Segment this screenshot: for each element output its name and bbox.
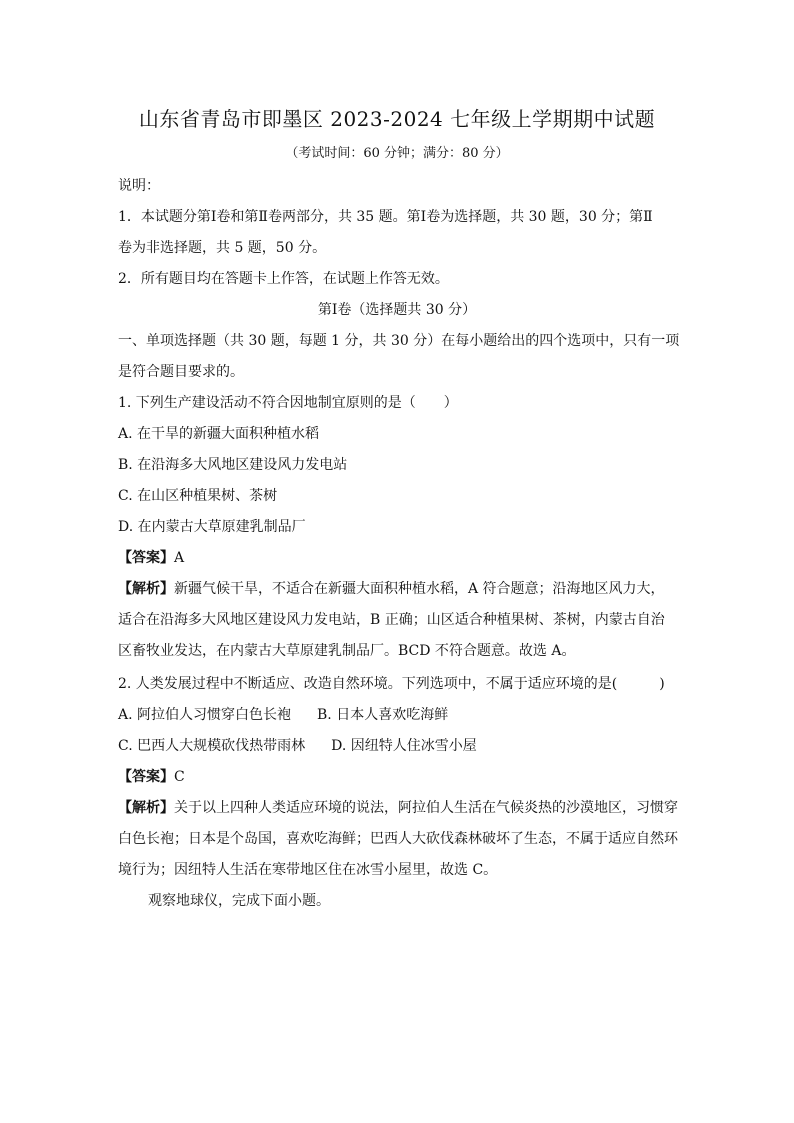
- question-1-option-a: A. 在干旱的新疆大面积种植水稻: [118, 426, 320, 442]
- question-2-stem: 2. 人类发展过程中不断适应、改造自然环境。下列选项中，不属于适应环境的是( ): [118, 676, 665, 692]
- section-title: 第Ⅰ卷（选择题共 30 分）: [317, 302, 477, 318]
- question-2-analysis-line-1: [118, 800, 688, 816]
- question-2-options-ab: [118, 707, 688, 723]
- instruction-1-line-2: 卷为非选择题，共 5 题，50 分。: [118, 240, 327, 256]
- answer-label: 【答案】: [118, 769, 174, 785]
- question-2-analysis-line-3: 境行为；因纽特人生活在寒带地区住在冰雪小屋里，故选 C。: [118, 862, 498, 878]
- question-3-intro: 观察地球仪，完成下面小题。: [148, 893, 330, 909]
- answer-value: A: [174, 550, 185, 566]
- question-2-option-c: C. 巴西人大规模砍伐热带雨林: [118, 738, 306, 754]
- question-1-option-d: D. 在内蒙古大草原建乳制品厂: [118, 519, 306, 535]
- analysis-label: 【解析】: [118, 800, 174, 816]
- exam-time-info: （考试时间：60 分钟；满分：80 分）: [285, 146, 509, 161]
- question-1-analysis-line-3: 区畜牧业发达，在内蒙古大草原建乳制品厂。BCD 不符合题意。故选 A。: [118, 643, 576, 659]
- question-1-option-b: B. 在沿海多大风地区建设风力发电站: [118, 457, 348, 473]
- question-2-option-d: D. 因纽特人住冰雪小屋: [331, 738, 477, 754]
- question-1-answer: [118, 550, 688, 566]
- question-2-options-cd: [118, 738, 688, 754]
- question-1-stem: 1. 下列生产建设活动不符合因地制宜原则的是（ ）: [118, 395, 458, 411]
- section-intro-line-1: 一、单项选择题（共 30 题，每题 1 分，共 30 分）在每小题给出的四个选项中，只有一项: [118, 333, 680, 349]
- analysis-text: 新疆气候干旱，不适合在新疆大面积种植水稻，A 符合题意；沿海地区风力大，: [174, 581, 665, 597]
- page-title: 山东省青岛市即墨区 2023-2024 七年级上学期期中试题: [138, 107, 656, 131]
- question-1-option-c: C. 在山区种植果树、茶树: [118, 488, 278, 504]
- question-1-analysis-line-2: 适合在沿海多大风地区建设风力发电站，B 正确；山区适合种植果树、茶树，内蒙古自治: [118, 612, 665, 628]
- analysis-label: 【解析】: [118, 581, 174, 597]
- instructions-label: 说明：: [118, 178, 160, 194]
- answer-value: C: [174, 769, 185, 785]
- question-1-analysis-line-1: [118, 581, 688, 597]
- question-2-option-a: A. 阿拉伯人习惯穿白色长袍: [118, 707, 292, 723]
- question-2-answer: [118, 769, 688, 785]
- question-2-analysis-line-2: 白色长袍；日本是个岛国，喜欢吃海鲜；巴西人大砍伐森林破坏了生态，不属于适应自然环: [118, 831, 678, 847]
- instruction-2: 2．所有题目均在答题卡上作答，在试题上作答无效。: [118, 271, 449, 287]
- section-intro-line-2: 是符合题目要求的。: [118, 364, 244, 380]
- analysis-text: 关于以上四种人类适应环境的说法，阿拉伯人生活在气候炎热的沙漠地区，习惯穿: [174, 800, 678, 816]
- instruction-1-line-1: 1．本试题分第Ⅰ卷和第Ⅱ卷两部分，共 35 题。第Ⅰ卷为选择题，共 30 题，30 分；第Ⅱ: [118, 209, 653, 225]
- question-2-option-b: B. 日本人喜欢吃海鲜: [317, 707, 449, 723]
- answer-label: 【答案】: [118, 550, 174, 566]
